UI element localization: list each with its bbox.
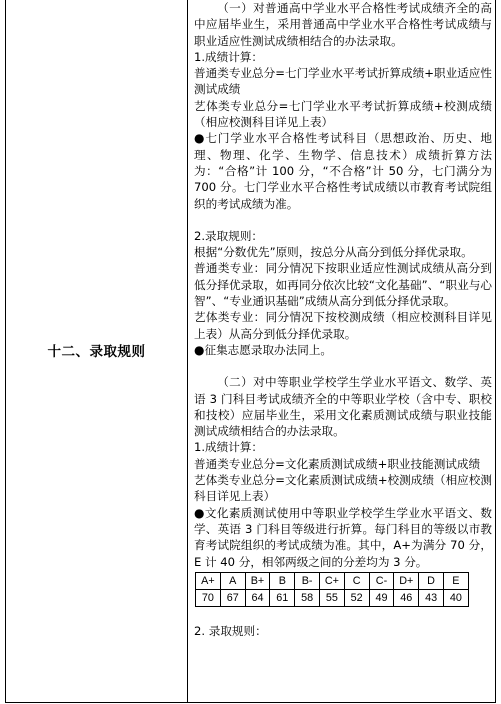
section-label-cell (6, 0, 188, 702)
part2-general-total: 普通类专业总分=文化素质测试成绩+职业技能测试成绩 (194, 456, 481, 471)
grade-cell: B+ (245, 572, 270, 589)
score-cell: 55 (319, 590, 344, 607)
part2-calc-heading: 1.成绩计算： (194, 440, 264, 455)
score-cell: 43 (419, 590, 444, 607)
grade-cell: E (443, 572, 468, 589)
grade-cell: A+ (196, 572, 221, 589)
score-cell: 67 (220, 590, 245, 607)
grade-score-table (195, 572, 469, 608)
part2-culture-test: 文化素质测试使用中等职业学校学生学业水平语文、数学、英语 3 门科目等级进行折算。每门科目的等级以市教育考试院组织的考试成绩为准。其中，A+为满分 70 分，E 计 40 分，相邻两级之间的分差均为 3 分。 (194, 505, 492, 569)
part2-culture-test-item (194, 505, 492, 570)
grade-row (196, 572, 469, 589)
part1-seven-subjects: 七门学业水平合格性考试科目（思想政治、历史、地理、物理、化学、生物学、信息技术）成绩折算方法为：“合格”计 100 分，“不合格”计 50 分，七门满分为 700 分。七门学业水平合格性考试成绩以市教育考试院组织的考试成绩为准。 (194, 131, 492, 211)
bullet-icon: ● (194, 505, 205, 520)
score-row (196, 590, 469, 607)
bullet-icon: ● (194, 131, 206, 146)
part1-rule-general: 普通类专业：同分情况下按职业适应性测试成绩从高分到低分择优录取，如再同分依次比较“文化基础”、“职业与心智”、“专业通识基础”成绩从高分到低分择优录取。 (194, 261, 492, 309)
grade-cell: C- (369, 572, 394, 589)
part1-rules-heading: 2.录取规则： (194, 228, 264, 243)
bullet-icon: ● (194, 342, 205, 357)
grade-cell: C+ (319, 572, 344, 589)
part1-rule-solicit: 征集志愿录取办法同上。 (204, 342, 333, 357)
part2-art-total: 艺体类专业总分=文化素质测试成绩+校测成绩（相应校测科目详见上表） (194, 473, 492, 504)
section-title: 十二、录取规则 (47, 344, 146, 360)
grade-cell: C (344, 572, 369, 589)
part1-general-total: 普通类专业总分=七门学业水平考试折算成绩+职业适应性测试成绩 (194, 66, 492, 97)
part1-intro: （一）对普通高中学业水平合格性考试成绩齐全的高中应届毕业生，采用普通高中学业水平合格性考试成绩与职业适应性测试成绩相结合的办法录取。 (194, 1, 492, 48)
part1-calc-heading: 1.成绩计算： (194, 49, 264, 64)
grade-cell: B- (295, 572, 320, 589)
part1-art-total: 艺体类专业总分=七门学业水平考试折算成绩+校测成绩（相应校测科目详见上表） (194, 98, 492, 130)
score-cell: 40 (443, 590, 468, 607)
score-cell: 64 (245, 590, 270, 607)
grade-cell: B (270, 572, 295, 589)
part2-rules-heading: 2. 录取规则： (194, 624, 267, 639)
part2-intro: （二）对中等职业学校学生学业水平语文、数学、英语 3 门科目考试成绩齐全的中等职业学校（含中专、职校和技校）应届毕业生，采用文化素质测试成绩与职业技能测试成绩相结合的办法录取。 (194, 375, 492, 439)
section-content-cell (188, 0, 497, 702)
grade-cell: A (220, 572, 245, 589)
grade-cell: D (419, 572, 444, 589)
grade-cell: D+ (394, 572, 419, 589)
score-cell: 46 (394, 590, 419, 607)
admission-rules-table (5, 0, 496, 703)
score-cell: 61 (270, 590, 295, 607)
part1-seven-subjects-item (194, 130, 492, 211)
score-cell: 58 (295, 590, 320, 607)
score-cell: 52 (344, 590, 369, 607)
part1-rule-score-first: 根据“分数优先”原则，按总分从高分到低分择优录取。 (194, 245, 473, 260)
score-cell: 49 (369, 590, 394, 607)
score-cell: 70 (196, 590, 221, 607)
part1-rule-art: 艺体类专业：同分情况下按校测成绩（相应校测科目详见上表）从高分到低分择优录取。 (194, 310, 492, 341)
part1-rule-solicit-item (194, 342, 492, 358)
